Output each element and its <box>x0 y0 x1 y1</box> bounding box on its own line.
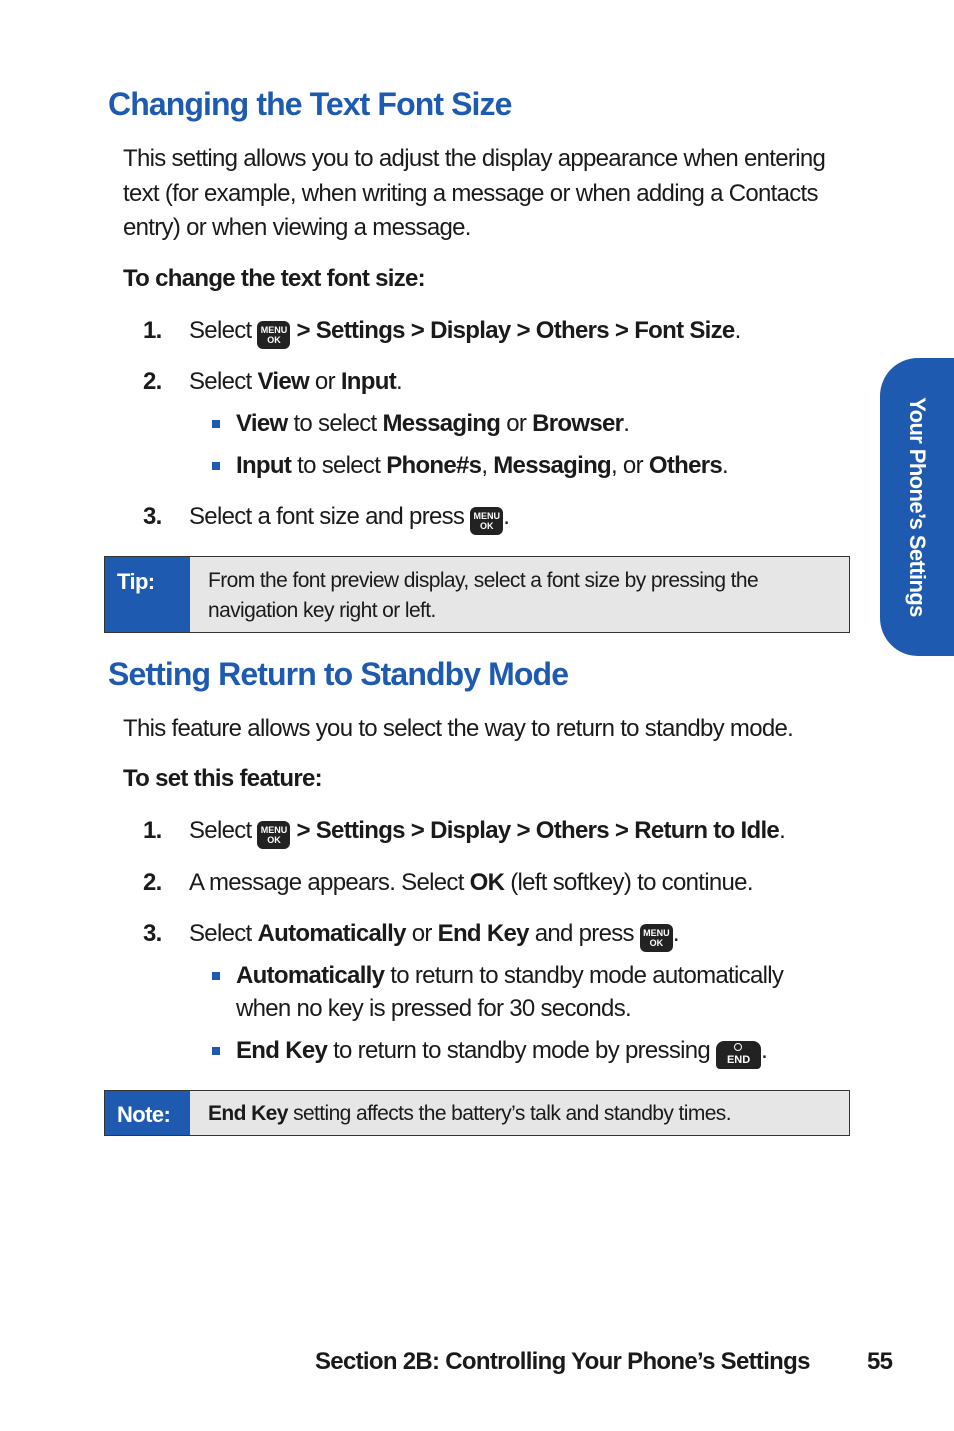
bullet-square-icon <box>212 462 220 470</box>
step-text: or <box>314 368 335 395</box>
note-text <box>208 1099 839 1129</box>
side-tab-label: Your Phone’s Settings <box>905 397 930 617</box>
step-number: 2. <box>143 368 162 395</box>
softkey-ok: OK <box>469 869 505 896</box>
step-number: 1. <box>143 817 162 844</box>
step-punct: . <box>779 817 786 844</box>
section1-intro: This setting allows you to adjust the display appearance when entering text (for example, when writing a message or when adding a Contacts entry) or when viewing a message. <box>123 145 826 241</box>
section2-intro: This feature allows you to select the way to return to standby mode. <box>123 715 794 742</box>
section1-bullet-2: Input to select Phone#s, Messaging, or Others. <box>212 449 728 482</box>
step-punct: . <box>396 368 402 395</box>
menu-ok-key-icon: MENU OK <box>640 924 673 952</box>
step-number: 3. <box>143 503 162 530</box>
tip-text: From the font preview display, select a font size by pressing the navigation key right or left. <box>208 569 759 622</box>
page-number: 55 <box>867 1348 893 1375</box>
step-text: (left softkey) to continue. <box>510 869 753 896</box>
section2-step-1 <box>143 816 785 849</box>
note-box <box>104 1090 850 1136</box>
end-key-icon: END <box>716 1041 761 1069</box>
section2-lead: To set this feature: <box>123 765 322 792</box>
step-text: and press <box>534 920 634 947</box>
section1-bullet-1: View to select Messaging or Browser. <box>212 407 629 440</box>
step-text: Select <box>189 368 252 395</box>
step-number: 1. <box>143 317 162 344</box>
bullet-square-icon <box>212 420 220 428</box>
option-input: Input <box>340 368 396 395</box>
step-text: A message appears. Select <box>189 869 464 896</box>
menu-ok-key-icon: MENU OK <box>470 507 503 535</box>
bullet-square-icon <box>212 972 220 980</box>
menu-path: > Settings > Display > Others > Font Size <box>296 317 735 344</box>
menu-ok-key-icon: MENU OK <box>257 321 290 349</box>
step-text: Select a font size and press <box>189 503 465 530</box>
option-automatically: Automatically <box>257 920 406 947</box>
step-text: Select <box>189 817 252 844</box>
footer-section: Section 2B: Controlling Your Phone’s Settings <box>315 1348 810 1375</box>
note-bold: End Key <box>208 1102 288 1125</box>
note-label: Note: <box>105 1091 190 1135</box>
section1-step-1 <box>143 316 741 349</box>
section2-title: Setting Return to Standby Mode <box>108 656 569 692</box>
step-punct: . <box>503 503 510 530</box>
step-punct: . <box>734 317 741 344</box>
step-text: Select <box>189 317 252 344</box>
step-text: or <box>411 920 432 947</box>
power-icon <box>734 1043 742 1051</box>
menu-ok-key-icon: MENU OK <box>257 821 290 849</box>
section2-step-2 <box>143 868 753 898</box>
option-end-key: End Key <box>437 920 529 947</box>
note-body: setting affects the battery’s talk and standby times. <box>293 1102 731 1125</box>
step-punct: . <box>672 920 679 947</box>
tip-label: Tip: <box>105 557 190 632</box>
tip-box <box>104 556 850 633</box>
bullet-square-icon <box>212 1047 220 1055</box>
section2-bullet-2: End Key to return to standby mode by pressing END . <box>212 1034 767 1069</box>
section2-step-3 <box>143 919 679 952</box>
section2-bullet-1: Automatically to return to standby mode automatically when no key is pressed for 30 seconds. <box>212 959 842 1025</box>
section1-lead: To change the text font size: <box>123 265 425 292</box>
option-view: View <box>257 368 309 395</box>
step-text: Select <box>189 920 252 947</box>
section1-step-3 <box>143 502 509 535</box>
menu-path: > Settings > Display > Others > Return to Idle <box>296 817 780 844</box>
section1-title: Changing the Text Font Size <box>108 86 512 122</box>
step-number: 2. <box>143 869 162 896</box>
step-number: 3. <box>143 920 162 947</box>
side-tab <box>880 358 954 656</box>
section1-step-2 <box>143 367 402 397</box>
